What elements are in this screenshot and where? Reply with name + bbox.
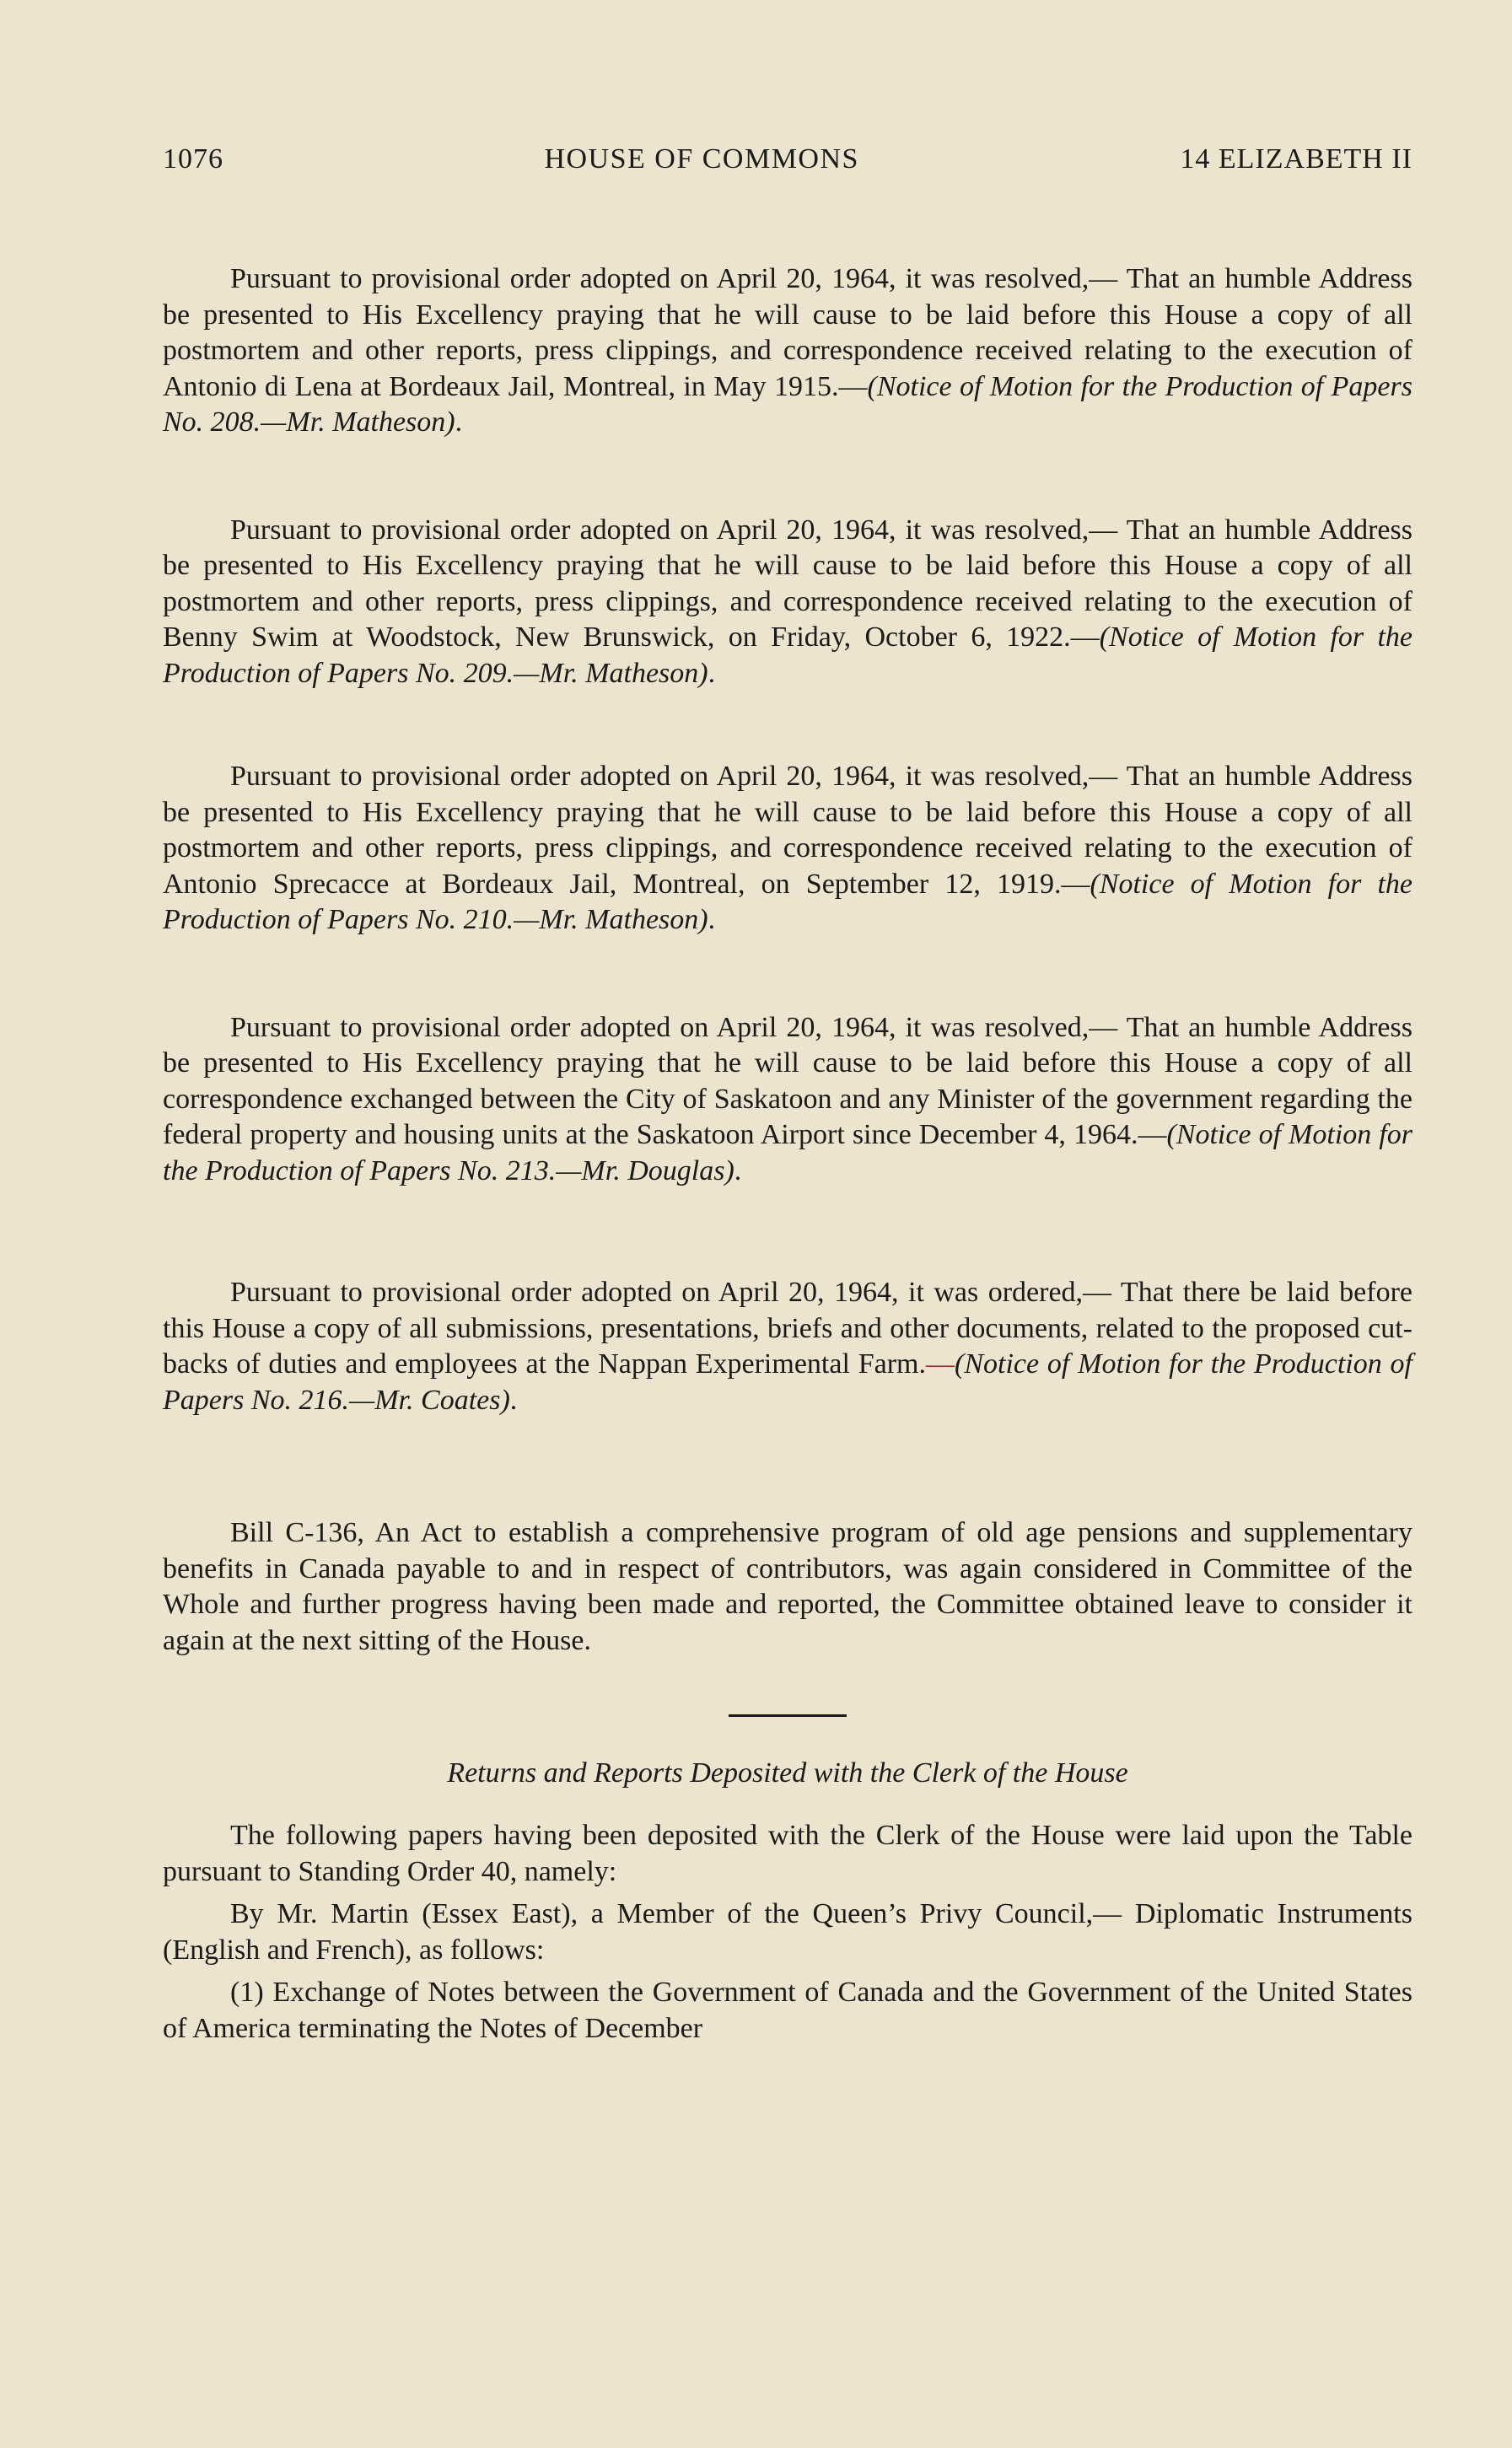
motion-paragraph-213: Pursuant to provisional order adopted on April 20, 1964, it was resolved,— That an humble Address be presented to His Excellency praying that he will cause to be laid before this House a copy of all correspondence exchanged between the City of Saskatoon and any Minister of the government regarding the federal property and housing units at the Saskatoon Airport since December 4, 1964.—(Notice of Motion for the Production of Papers No. 213.—Mr. Douglas). xyxy=(163,1011,1412,1186)
returns-intro-paragraph: The following papers having been deposited with the Clerk of the House were laid upon the Table pursuant to Standing Order 40, namely: xyxy=(163,1820,1412,1887)
motion-paragraph-209: Pursuant to provisional order adopted on April 20, 1964, it was resolved,— That an humble Address be presented to His Excellency praying that he will cause to be laid before this House a copy of all postmortem and other reports, press clippings, and correspondence received relating to the execution of Benny Swim at Woodstock, New Brunswick, on Friday, October 6, 1922.—(Notice of Motion for the Production of Papers No. 209.—Mr. Matheson). xyxy=(163,514,1412,689)
section-divider xyxy=(729,1714,847,1717)
returns-item-1-paragraph: (1) Exchange of Notes between the Government of Canada and the Government of the United States of America terminating the Notes of December xyxy=(163,1977,1412,2044)
motion-paragraph-216: Pursuant to provisional order adopted on April 20, 1964, it was ordered,— That there be laid before this House a copy of all submissions, presentations, briefs and other documents, related to the proposed cut-backs of duties and employees at the Nappan Experimental Farm.—(Notice of Motion for the Production of Papers No. 216.—Mr. Coates). xyxy=(163,1277,1412,1416)
notice-of-motion: (Notice of Motion for the Production of Papers No. 213.—Mr. Douglas) xyxy=(163,1119,1412,1186)
header-title: HOUSE OF COMMONS xyxy=(544,143,859,175)
notice-of-motion: (Notice of Motion for the Production of Papers No. 216.—Mr. Coates) xyxy=(163,1348,1412,1416)
motion-paragraph-210: Pursuant to provisional order adopted on April 20, 1964, it was resolved,— That an humble Address be presented to His Excellency praying that he will cause to be laid before this House a copy of all postmortem and other reports, press clippings, and correspondence received relating to the execution of Antonio Sprecacce at Bordeaux Jail, Montreal, on September 12, 1919.—(Notice of Motion for the Production of Papers No. 210.—Mr. Matheson). xyxy=(163,761,1412,935)
bill-c136-paragraph: Bill C-136, An Act to establish a comprehensive program of old age pensions and supplementary benefits in Canada payable to and in respect of contributors, was again considered in Committee of the Whole and further progress having been made and reported, the Committee obtained leave to consider it again at the next sitting of the House. xyxy=(163,1517,1412,1656)
notice-of-motion: (Notice of Motion for the Production of Papers No. 208.—Mr. Matheson) xyxy=(163,370,1412,438)
page-number: 1076 xyxy=(163,143,223,175)
page-header xyxy=(163,143,1412,175)
returns-member-paragraph: By Mr. Martin (Essex East), a Member of the Queen’s Privy Council,— Diplomatic Instruments (English and French), as follows: xyxy=(163,1898,1412,1966)
notice-of-motion: (Notice of Motion for the Production of Papers No. 209.—Mr. Matheson) xyxy=(163,621,1412,689)
header-regnal-year: 14 ELIZABETH II xyxy=(1180,143,1412,175)
red-dash: — xyxy=(926,1348,955,1380)
section-title: Returns and Reports Deposited with the Clerk of the House xyxy=(447,1757,1128,1789)
notice-of-motion: (Notice of Motion for the Production of Papers No. 210.—Mr. Matheson) xyxy=(163,868,1412,935)
motion-paragraph-208: Pursuant to provisional order adopted on April 20, 1964, it was resolved,— That an humble Address be presented to His Excellency praying that he will cause to be laid before this House a copy of all postmortem and other reports, press clippings, and correspondence received relating to the execution of Antonio di Lena at Bordeaux Jail, Montreal, in May 1915.—(Notice of Motion for the Production of Papers No. 208.—Mr. Matheson). xyxy=(163,263,1412,438)
